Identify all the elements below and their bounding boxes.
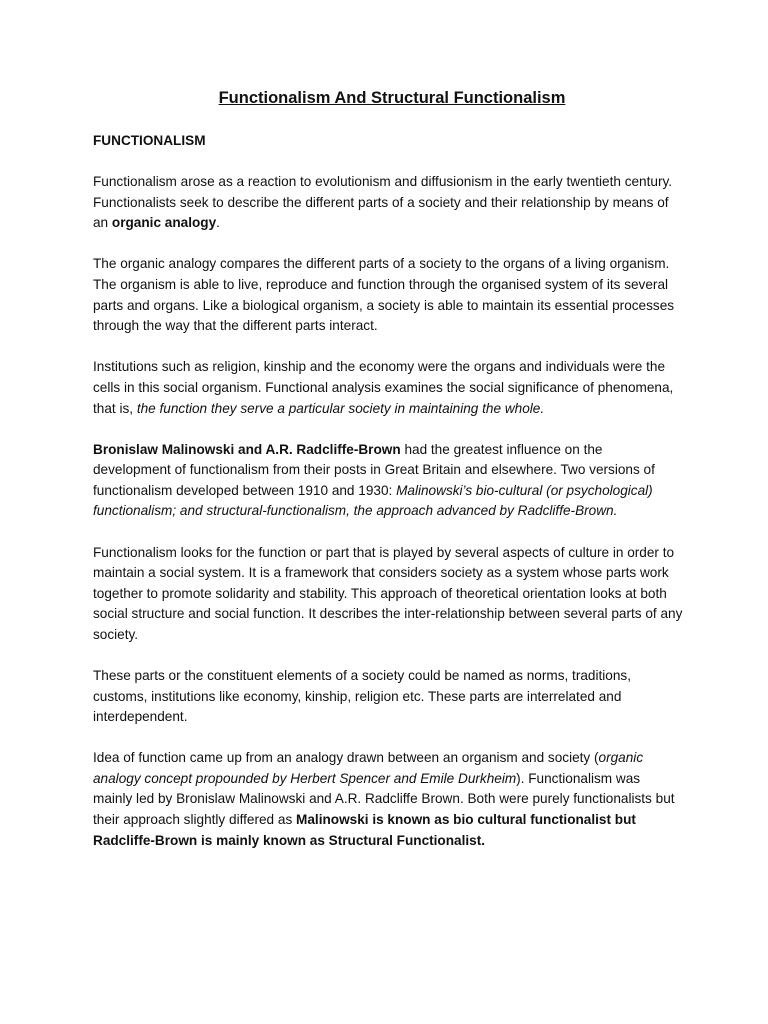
document-page (93, 88, 683, 872)
document-title: Functionalism And Structural Functionalism (218, 89, 566, 107)
paragraph-1-bold: organic analogy (111, 215, 217, 231)
paragraph-4-italic: Malinowski’s bio-cultural (or psychological) functionalism; and structural-functionalism, the approach advanced by Radcliffe-Brown. (93, 482, 653, 519)
paragraph-7-text-2: ). Functionalism was mainly led by Bronislaw Malinowski and A.R. Radcliffe Brown. Both were purely functionalists but their approach slightly differed as (93, 770, 675, 828)
section-heading: FUNCTIONALISM (93, 132, 206, 148)
paragraph-2: The organic analogy compares the different parts of a society to the organs of a living organism. The organism is able to live, reproduce and function through the organised system of its several parts and organs. Like a biological organism, a society is able to maintain its essential processes through the way that the different parts interact. (93, 256, 675, 334)
paragraph-1-text: Functionalism arose as a reaction to evolutionism and diffusionism in the early twentieth century. Functionalists seek to describe the different parts of a society and their relationship by means of an (93, 174, 673, 231)
paragraph-5: Functionalism looks for the function or part that is played by several aspects of culture in order to maintain a social system. It is a framework that considers society as a system whose parts work together to promote solidarity and stability. This approach of theoretical orientation looks at both social structure and social function. It describes the inter-relationship between several parts of any society. (93, 544, 683, 642)
paragraph-6: These parts or the constituent elements of a society could be named as norms, traditions, customs, institutions like economy, kinship, religion etc. These parts are interrelated and interdependent. (93, 667, 631, 725)
paragraph-4 (93, 440, 683, 522)
paragraph-7 (93, 748, 683, 851)
paragraph-4-text: had the greatest influence on the development of functionalism from their posts in Great Britain and elsewhere. Two versions of functionalism developed between 1910 and 1930: (93, 441, 655, 498)
paragraph-3-italic: the function they serve a particular society in maintaining the whole. (136, 400, 545, 416)
paragraph-1 (93, 172, 683, 234)
paragraph-4-bold: Bronislaw Malinowski and A.R. Radcliffe-Brown (93, 441, 401, 457)
paragraph-7-text: Idea of function came up from an analogy drawn between an organism and society ( (93, 750, 599, 766)
paragraph-3-text: Institutions such as religion, kinship and the economy were the organs and individuals were the cells in this social organism. Functional analysis examines the social significance of phenomena, that is, (93, 359, 674, 416)
paragraph-1-end: . (216, 215, 220, 231)
paragraph-7-italic: organic analogy concept propounded by Herbert Spencer and Emile Durkheim (93, 750, 644, 786)
paragraph-7-bold: Malinowski is known as bio cultural functionalist but Radcliffe-Brown is mainly known as Structural Functionalist. (93, 812, 636, 848)
paragraph-3 (93, 357, 683, 419)
